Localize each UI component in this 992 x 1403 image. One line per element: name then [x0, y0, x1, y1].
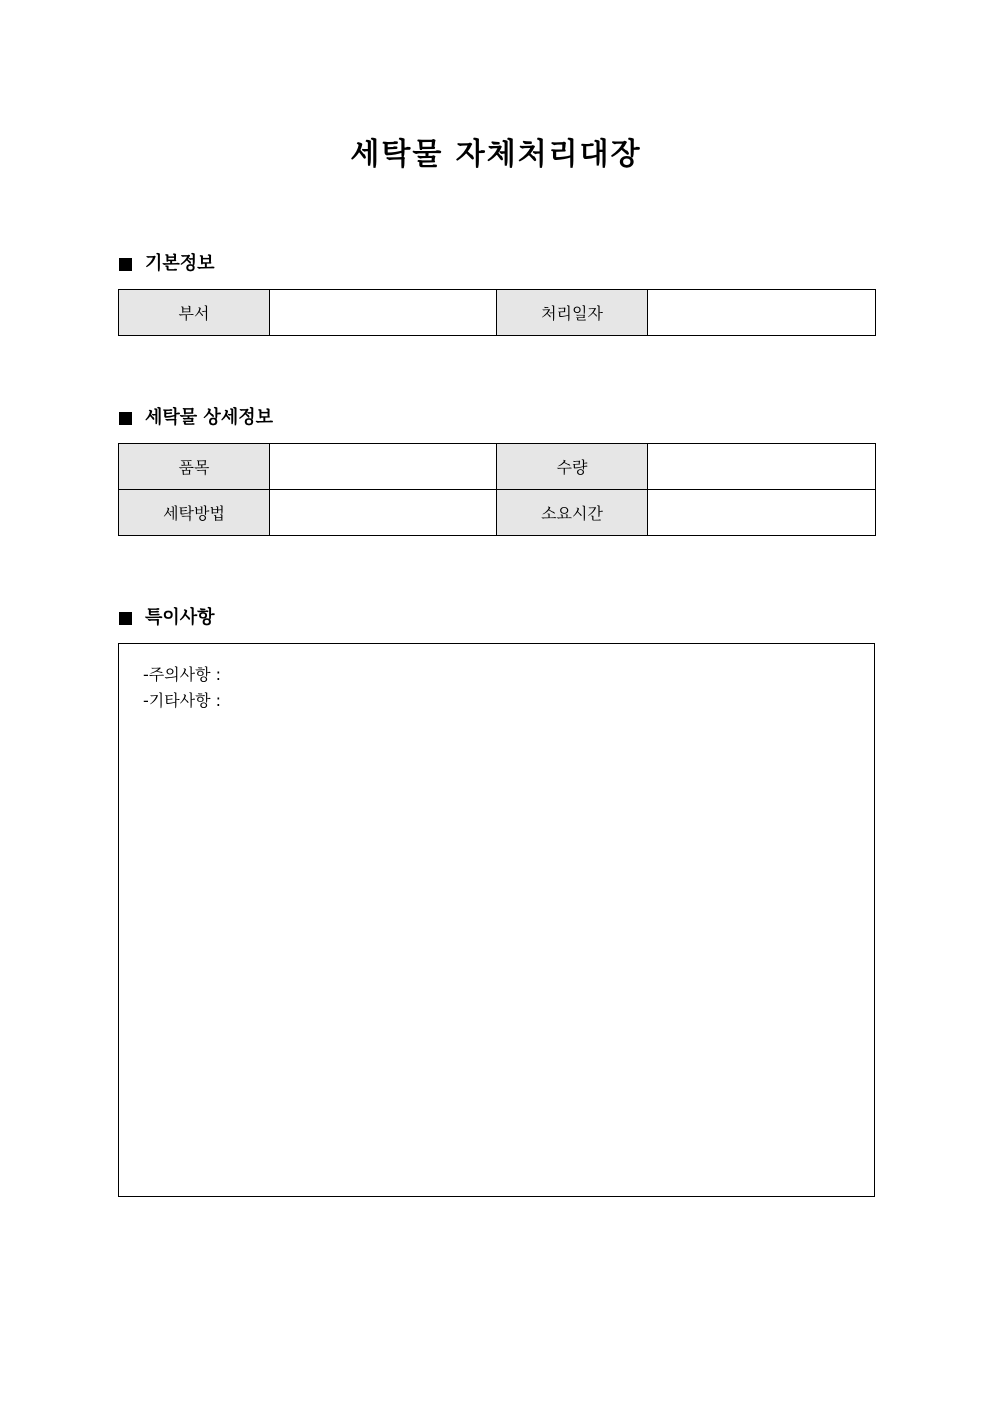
processing-date-label: 처리일자: [497, 290, 648, 336]
time-required-label: 소요시간: [497, 490, 648, 536]
other-note-line: -기타사항 :: [143, 691, 222, 710]
section-heading-label: 세탁물 상세정보: [145, 407, 273, 428]
department-label: 부서: [119, 290, 270, 336]
quantity-label: 수량: [497, 444, 648, 490]
time-required-field[interactable]: [648, 490, 876, 536]
section-heading-remarks: [119, 605, 215, 631]
section-heading-label: 특이사항: [145, 607, 215, 628]
processing-date-field[interactable]: [648, 290, 876, 336]
item-field[interactable]: [270, 444, 497, 490]
laundry-detail-table: [118, 443, 876, 536]
remarks-box[interactable]: [118, 643, 875, 1197]
square-bullet-icon: [119, 612, 132, 625]
table-row: [119, 290, 876, 336]
square-bullet-icon: [119, 412, 132, 425]
section-heading-laundry-detail: [119, 405, 273, 431]
page-title: 세탁물 자체처리대장: [350, 137, 642, 172]
item-label: 품목: [119, 444, 270, 490]
square-bullet-icon: [119, 258, 132, 271]
table-row: [119, 490, 876, 536]
table-row: [119, 444, 876, 490]
department-field[interactable]: [270, 290, 497, 336]
quantity-field[interactable]: [648, 444, 876, 490]
section-heading-label: 기본정보: [145, 253, 215, 274]
caution-note-line: -주의사항 :: [143, 665, 222, 684]
wash-method-field[interactable]: [270, 490, 497, 536]
basic-info-table: [118, 289, 876, 336]
wash-method-label: 세탁방법: [119, 490, 270, 536]
section-heading-basic-info: [119, 251, 215, 277]
